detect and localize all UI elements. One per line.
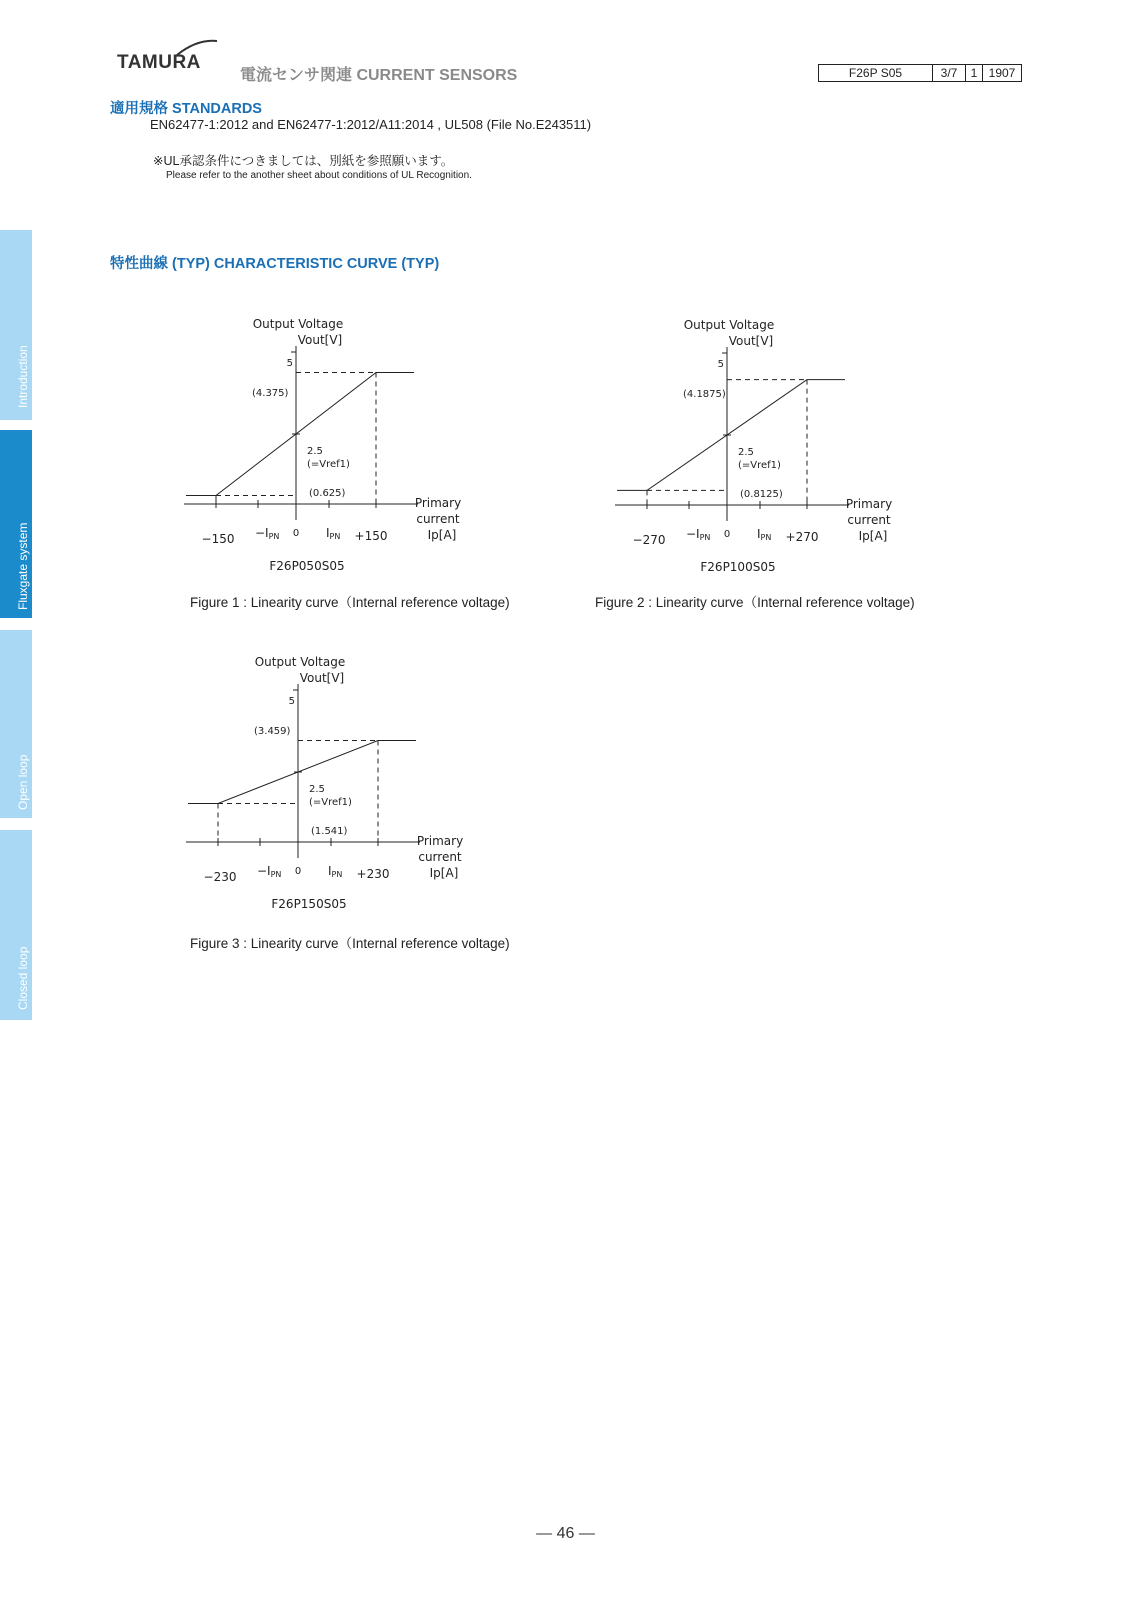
y-low-label: (0.8125) [740,489,783,500]
ul-note-jp: ※UL承認条件につきましては、別紙を参照願います。 [153,154,454,168]
linearity-chart-3 [182,648,502,918]
x-zero-tick-label: 0 [723,529,731,540]
y-max-tick-label: 5 [286,358,293,369]
x-axis-unit: Ip[A] [858,529,888,543]
page-number: — 46 — [536,1525,595,1542]
x-axis-label-2: current [847,513,891,527]
standards-text: EN62477-1:2012 and EN62477-1:2012/A11:2014 , UL508 (File No.E243511) [150,117,592,132]
neg-ipn-label: −IPN [255,526,280,541]
vref-note: (=Vref1) [309,797,352,808]
linearity-chart-1 [180,310,500,580]
x-zero-tick-label: 0 [294,866,302,877]
y-axis-unit: Vout[V] [297,333,343,347]
y-max-tick-label: 5 [717,359,724,370]
side-tab-closed-loop[interactable] [0,830,32,1020]
y-low-label: (1.541) [311,826,348,837]
x-zero-tick-label: 0 [292,528,300,539]
x-min-tick-label: −150 [201,532,235,546]
pos-ipn-label: IPN [326,526,341,541]
x-max-tick-label: +230 [356,867,390,881]
side-tab-introduction[interactable] [0,230,32,420]
x-axis-label: Primary [414,496,462,510]
side-tab-fluxgate-system[interactable] [0,430,32,618]
side-tab-open-loop[interactable] [0,630,32,818]
page-index: 3/7 [932,65,965,81]
standards-heading: 適用規格 STANDARDS [110,101,262,117]
side-tab-label: Open loop [16,754,30,810]
vref-note: (=Vref1) [307,459,350,470]
y-axis-label: Output Voltage [254,655,346,669]
y-high-label: (4.1875) [683,389,726,400]
plot-area [184,346,418,520]
vref-note: (=Vref1) [738,460,781,471]
plot-area [615,347,849,521]
y-high-label: (3.459) [254,726,291,737]
linearity-chart-2 [611,311,931,581]
x-axis-label-2: current [416,512,460,526]
doc-code: F26P S05 [848,66,903,80]
vref-label: 2.5 [307,446,323,457]
model-label: F26P050S05 [269,559,345,573]
tamura-logo [117,37,222,73]
pos-ipn-label: IPN [757,527,772,542]
model-label: F26P100S05 [700,560,776,574]
neg-ipn-label: −IPN [257,864,282,879]
vref-label: 2.5 [309,784,325,795]
y-axis-label: Output Voltage [683,318,775,332]
x-max-tick-label: +150 [354,529,388,543]
side-tab-label: Closed loop [16,946,30,1010]
y-low-label: (0.625) [309,488,346,499]
figure-3-caption: Figure 3 : Linearity curve（Internal reference voltage) [190,936,510,951]
plot-area [186,684,420,858]
x-axis-label: Primary [845,497,893,511]
curve-section-heading: 特性曲線 (TYP) CHARACTERISTIC CURVE (TYP) [110,256,440,272]
x-min-tick-label: −230 [203,870,237,884]
vref-label: 2.5 [738,447,754,458]
side-tab-label: Fluxgate system [16,522,30,610]
figure-2-caption: Figure 2 : Linearity curve（Internal reference voltage) [595,595,915,610]
model-label: F26P150S05 [271,897,347,911]
y-axis-unit: Vout[V] [728,334,774,348]
y-max-tick-label: 5 [288,696,295,707]
y-axis-label: Output Voltage [252,317,344,331]
revision: 1 [965,65,982,81]
y-high-label: (4.375) [252,388,289,399]
y-axis-unit: Vout[V] [299,671,345,685]
side-tab-label: Introduction [16,345,30,408]
logo-wordmark: TAMURA [117,52,201,73]
figure-1-caption: Figure 1 : Linearity curve（Internal reference voltage) [190,595,510,610]
x-max-tick-label: +270 [785,530,819,544]
x-axis-label-2: current [418,850,462,864]
doc-code-box [818,64,1022,82]
x-min-tick-label: −270 [632,533,666,547]
x-axis-label: Primary [416,834,464,848]
ul-note-en: Please refer to the another sheet about conditions of UL Recognition. [166,170,472,181]
x-axis-unit: Ip[A] [429,866,459,880]
date-code: 1907 [982,65,1021,81]
category-title: 電流センサ関連 CURRENT SENSORS [240,67,518,84]
x-axis-unit: Ip[A] [427,528,457,542]
neg-ipn-label: −IPN [686,527,711,542]
pos-ipn-label: IPN [328,864,343,879]
